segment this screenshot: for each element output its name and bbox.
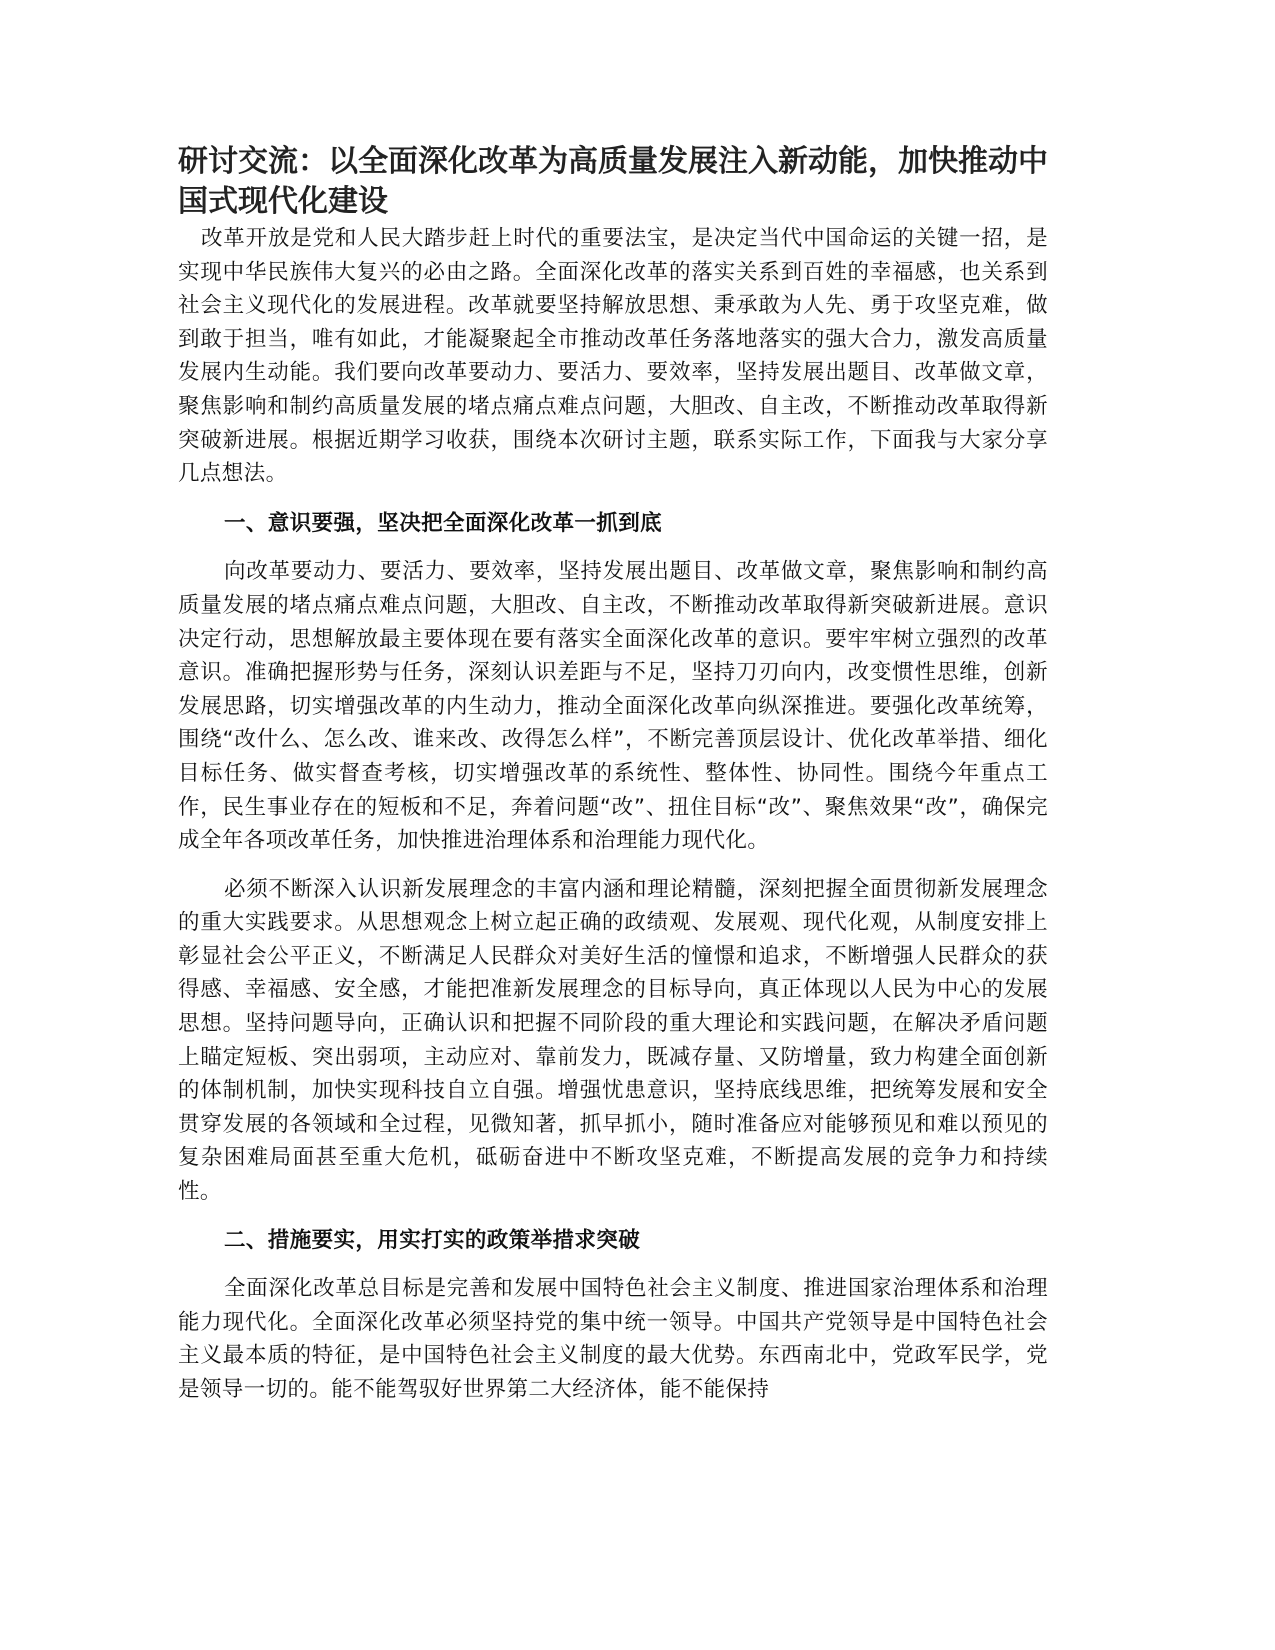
section-1-paragraph-2: 必须不断深入认识新发展理念的丰富内涵和理论精髓，深刻把握全面贯彻新发展理念的重大实践要求。从思想观念上树立起正确的政绩观、发展观、现代化观，从制度安排上彰显社会公平正义，不断满足人民群众对美好生活的憧憬和追求，不断增强人民群众的获得感、幸福感、安全感，才能把准新发展理念的目标导向，真正体现以人民为中心的发展思想。坚持问题导向，正确认识和把握不同阶段的重大理论和实践问题，在解决矛盾问题上瞄定短板、突出弱项，主动应对、靠前发力，既减存量、又防增量，致力构建全面创新的体制机制，加快实现科技自立自强。增强忧患意识，坚持底线思维，把统筹发展和安全贯穿发展的各领域和全过程，见微知著，抓早抓小，随时准备应对能够预见和难以预见的复杂困难局面甚至重大危机，砥砺奋进中不断攻坚克难，不断提高发展的竞争力和持续性。 <box>178 876 1048 1205</box>
section-1-heading: 一、意识要强，坚决把全面深化改革一抓到底 <box>224 510 663 536</box>
document-page <box>178 142 1048 1422</box>
section-2-heading: 二、措施要实，用实打实的政策举措求突破 <box>224 1227 641 1253</box>
section-1-paragraph-1: 向改革要动力、要活力、要效率，坚持发展出题目、改革做文章，聚焦影响和制约高质量发展的堵点痛点难点问题，大胆改、自主改，不断推动改革取得新突破新进展。意识决定行动，思想解放最主要体现在要有落实全面深化改革的意识。要牢牢树立强烈的改革意识。准确把握形势与任务，深刻认识差距与不足，坚持刀刃向内，改变惯性思维，创新发展思路，切实增强改革的内生动力，推动全面深化改革向纵深推进。要强化改革统筹，围绕“改什么、怎么改、谁来改、改得怎么样”，不断完善顶层设计、优化改革举措、细化目标任务、做实督查考核，切实增强改革的系统性、整体性、协同性。围绕今年重点工作，民生事业存在的短板和不足，奔着问题“改”、扭住目标“改”、聚焦效果“改”，确保完成全年各项改革任务，加快推进治理体系和治理能力现代化。 <box>178 559 1048 854</box>
section-2-paragraph-1: 全面深化改革总目标是完善和发展中国特色社会主义制度、推进国家治理体系和治理能力现代化。全面深化改革必须坚持党的集中统一领导。中国共产党领导是中国特色社会主义最本质的特征，是中国特色社会主义制度的最大优势。东西南北中，党政军民学，党是领导一切的。能不能驾驭好世界第二大经济体，能不能保持 <box>178 1276 1048 1402</box>
document-title: 研讨交流：以全面深化改革为高质量发展注入新动能，加快推动中国式现代化建设 <box>178 144 1048 219</box>
intro-paragraph: 改革开放是党和人民大踏步赶上时代的重要法宝，是决定当代中国命运的关键一招，是实现中华民族伟大复兴的必由之路。全面深化改革的落实关系到百姓的幸福感，也关系到社会主义现代化的发展进程。改革就要坚持解放思想、秉承敢为人先、勇于攻坚克难，做到敢于担当，唯有如此，才能凝聚起全市推动改革任务落地落实的强大合力，激发高质量发展内生动能。我们要向改革要动力、要活力、要效率，坚持发展出题目、改革做文章，聚焦影响和制约高质量发展的堵点痛点难点问题，大胆改、自主改，不断推动改革取得新突破新进展。根据近期学习收获，围绕本次研讨主题，联系实际工作，下面我与大家分享几点想法。 <box>178 226 1048 487</box>
